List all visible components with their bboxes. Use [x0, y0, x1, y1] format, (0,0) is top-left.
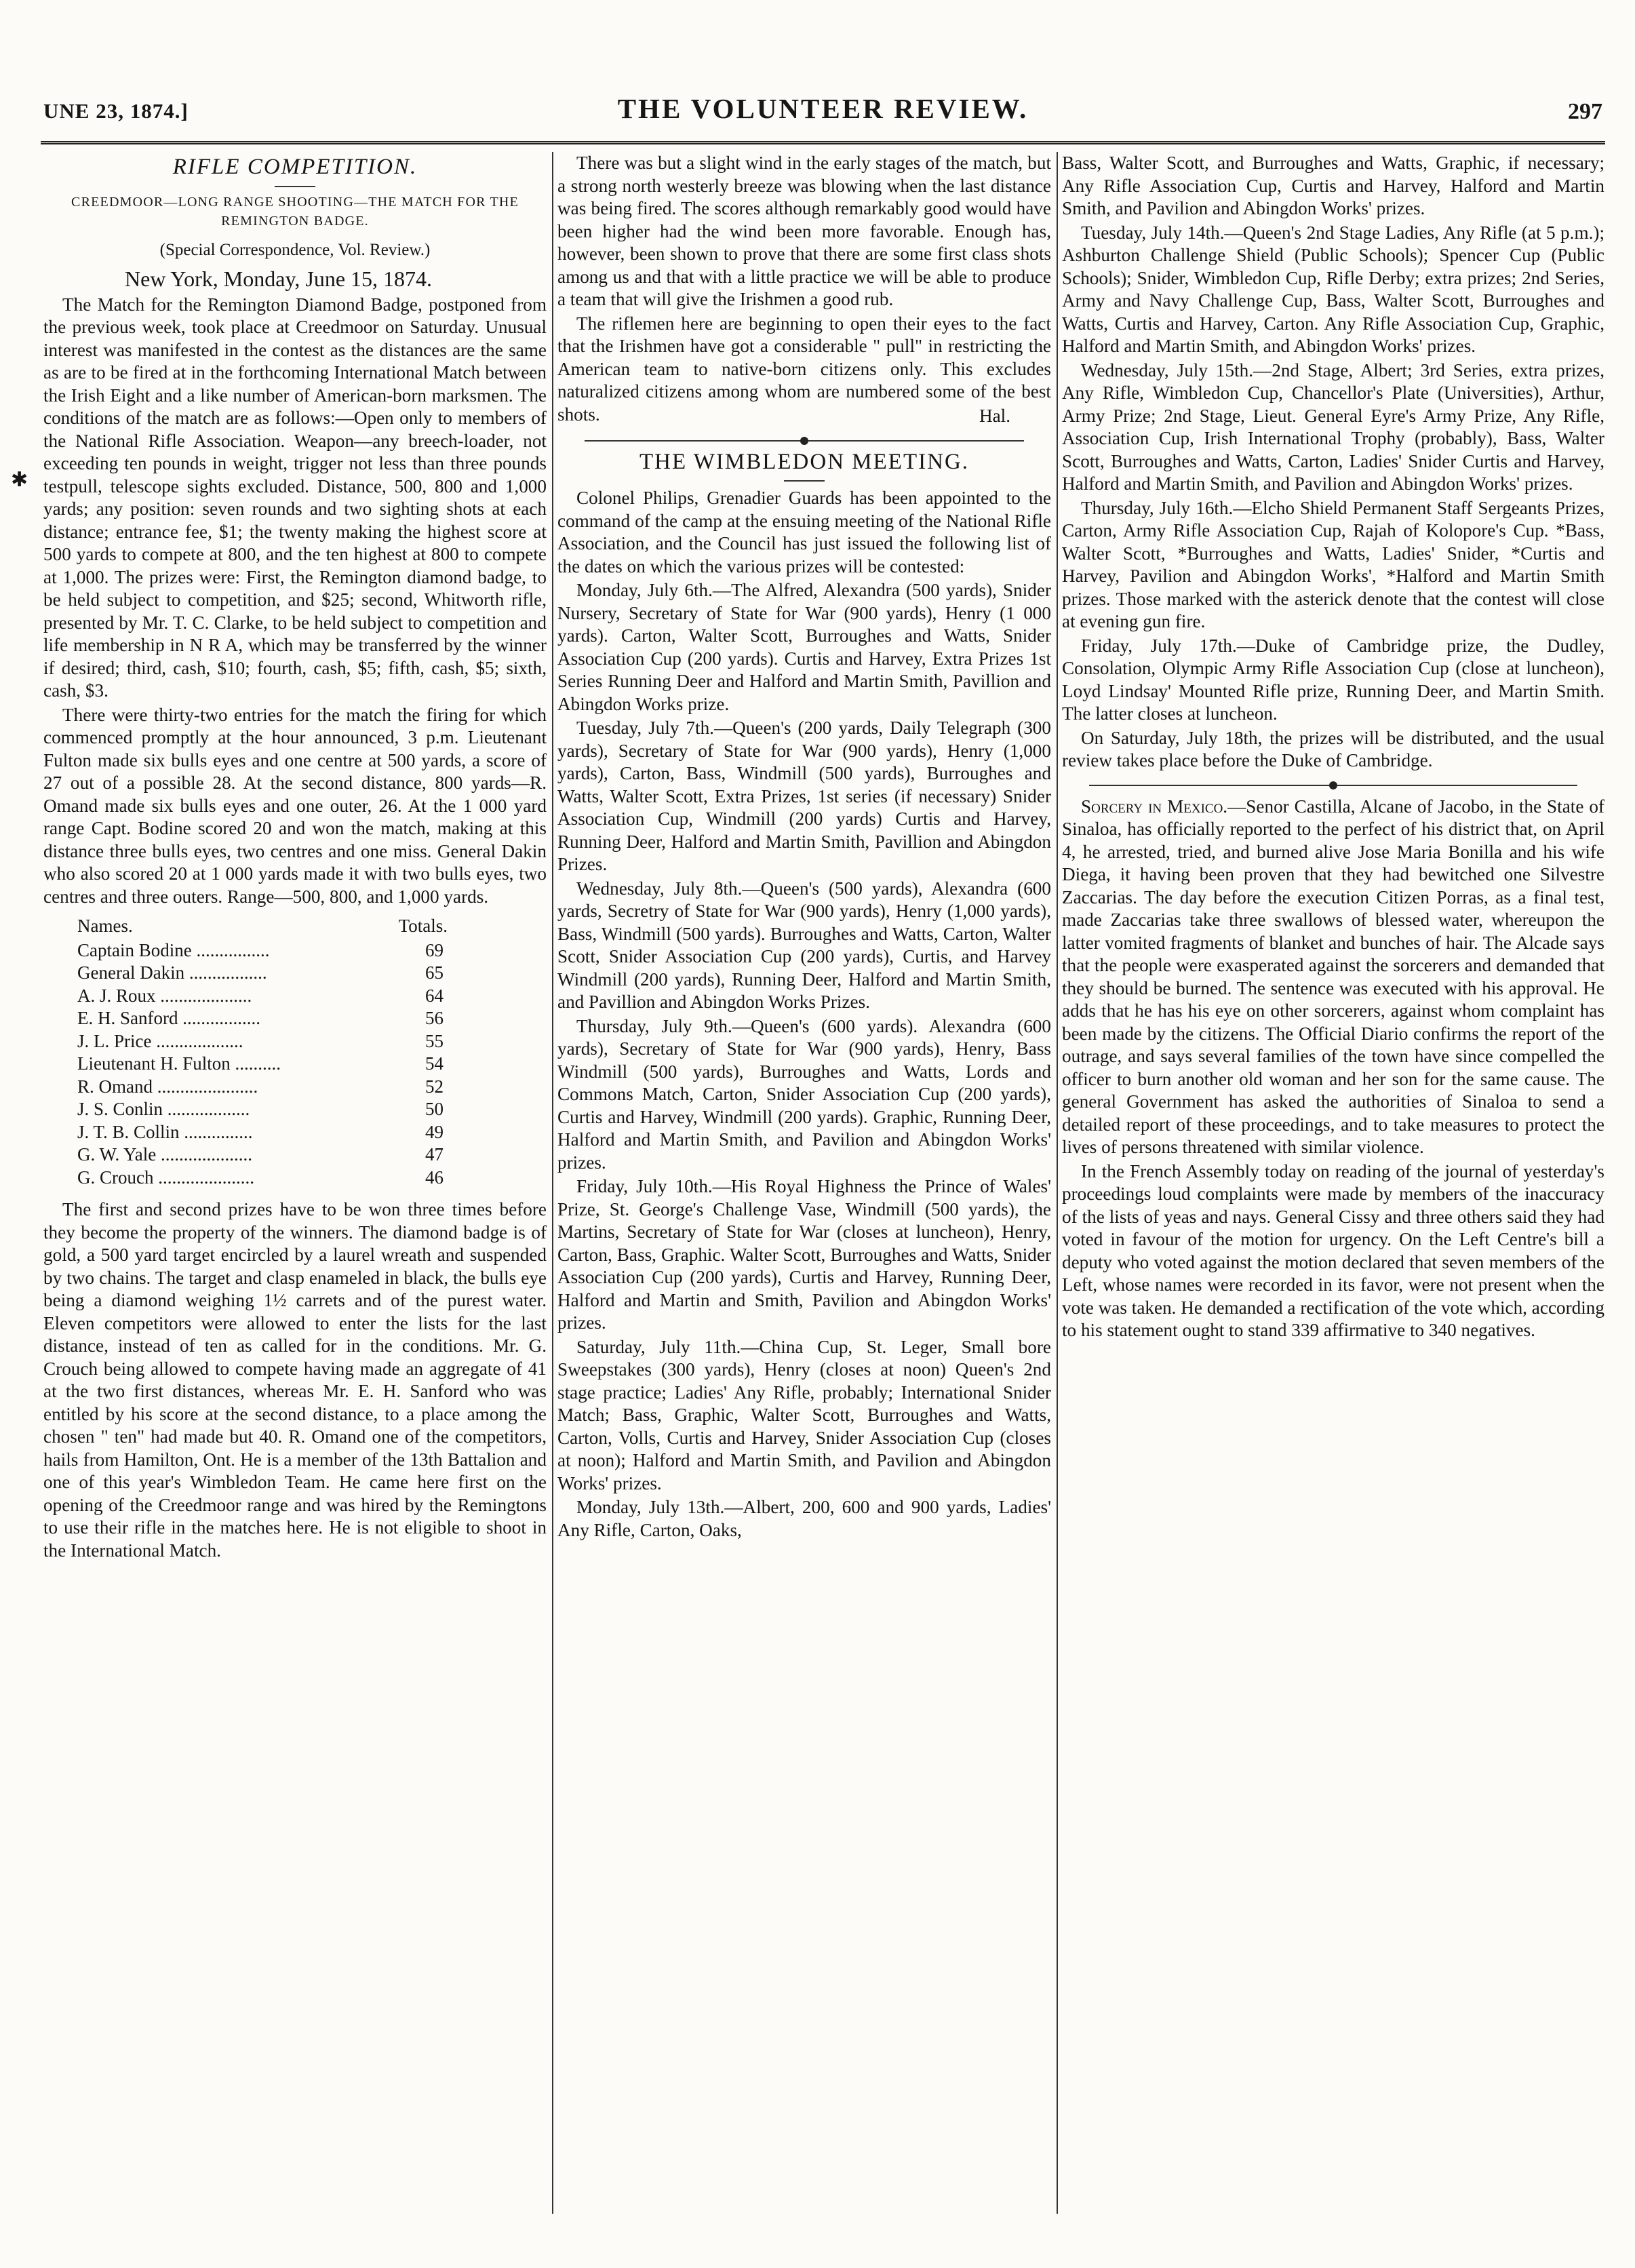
- item-text: —Senor Castilla, Alcane of Jacobo, in the State of Sinaloa, has officially reported to the perfect of his district that, on April 4, he arrested, tried, and burned alive Jose Maria Bonilla and his wife Diega, it having been proven that they had bewitched one Silvestre Zaccarias. The day before the execution Citizen Porras, as a final test, made Zaccarias take three swallows of blessed water, whereupon the latter vomited fragments of blanket and bunches of hair. The Alcade says that the people were exasperated against the sorcerers and demanded that they should be burned. The sentence was executed with his approval. He adds that he has his eye on other sorcerers, against whom complaint has been made by the citizens. The Official Diario confirms the report of the outrage, and says several families of the town have since compelled the officer to burn another old woman and her son for the same cause. The general Government has asked the authorities of Sinaloa to send a detailed report of these proceedings, and to take measures to protect the lives of persons threatened with similar violence.: [1062, 796, 1604, 1157]
- score-row: [77, 1167, 471, 1190]
- article-title: THE WIMBLEDON MEETING.: [639, 449, 970, 474]
- article-title: RIFLE COMPETITION.: [172, 155, 418, 179]
- paragraph: Tuesday, July 7th.—Queen's (200 yards, Daily Telegraph (300 yards), Secretary of State for War (900 yards), Henry (1,000 yards), Carton, Bass, Windmill (500 yards), Burroughes and Watts, Walter Scott, Extra Prizes, 1st series (if necessary) Snider Association Cup, Windmill (200 yards) Curtis and Harvey, Running Deer, Halford and Martin Smith, Pavillion and Abingdon Prizes.: [557, 718, 1051, 874]
- column-3: [1062, 152, 1604, 2214]
- score-row: [77, 985, 471, 1008]
- column-2: [557, 152, 1051, 2214]
- paragraph: Monday, July 6th.—The Alfred, Alexandra (500 yards), Snider Nursery, Secretary of State for War (900 yards), Henry (1 000 yards). Carton, Walter Scott, Burroughes and Watts, Snider Association Cup (200 yards). Curtis and Harvey, Extra Prizes 1st Series Running Deer and Halford and Martin Smith, Pavillion and Abingdon Works prize.: [557, 580, 1051, 714]
- title-rule: [784, 480, 825, 482]
- score-row: [77, 1098, 471, 1121]
- shooter-total: 50: [425, 1099, 444, 1119]
- shooter-total: 64: [425, 985, 444, 1006]
- paragraph: Friday, July 10th.—His Royal Highness the Prince of Wales' Prize, St. George's Challenge Vase, Windmill (500 yards), the Martins, Secretary of State for War (closes at luncheon), Henry, Carton, Bass, Graphic. Walter Scott, Burroughes and Watts, Snider Association Cup (200 yards), Curtis and Harvey, Running Deer, Halford and Martin and Smith, Pavilion and Abingdon Works' prizes.: [557, 1176, 1051, 1333]
- paragraph: There were thirty-two entries for the match the firing for which commenced promptly at the hour announced, 3 p.m. Lieutenant Fulton made six bulls eyes and one centre at 500 yards, a score of 27 out of a possible 28. At the second distance, 800 yards—R. Omand made six bulls eyes and one outer, 26. At the 1 000 yard range Capt. Bodine scored 20 and won the match, making at this distance three bulls eyes, two centres and one miss. General Dakin who also scored 20 at 1 000 yards made it with two bulls eyes, two centres and three outers. Range—500, 800, and 1,000 yards.: [43, 704, 547, 907]
- score-row: [77, 1053, 471, 1076]
- paragraph: Monday, July 13th.—Albert, 200, 600 and 900 yards, Ladies' Any Rifle, Carton, Oaks,: [557, 1497, 1051, 1540]
- score-row: [77, 939, 471, 962]
- item-lead: Sorcery in Mexico.: [1081, 796, 1228, 817]
- score-row: [77, 1076, 471, 1099]
- paragraph: Thursday, July 9th.—Queen's (600 yards). Alexandra (600 yards), Secretary of State for War (900 yards), Henry, Bass Windmill (500 yards), Burroughes and Watts, Lords and Commons Match, Carton, Snider Association Cup (200 yards), Curtis and Harvey, Windmill (200 yards). Graphic, Running Deer, Halford and Martin Smith, and Pavilion and Abingdon Works' prizes.: [557, 1015, 1051, 1173]
- shooter-name: J. T. B. Collin ...............: [77, 1121, 253, 1142]
- shooter-name: J. L. Price ...................: [77, 1030, 243, 1051]
- paragraph: Tuesday, July 14th.—Queen's 2nd Stage Ladies, Any Rifle (at 5 p.m.); Ashburton Challenge Shield (Public Schools); Spencer Cup (Public Schools); Snider, Wimbledon Cup, Rifle Derby; extra prizes; 2nd Series, Army and Navy Challenge Cup, Bass, Walter Scott, Burroughes and Watts, Curtis and Harvey, Carton. Any Rifle Association Cup, Graphic, Halford and Martin Smith, and Abingdon Works' prizes.: [1062, 222, 1604, 356]
- shooter-total: 65: [425, 962, 444, 983]
- shooter-name: G. Crouch .....................: [77, 1167, 254, 1188]
- shooter-total: 69: [425, 939, 444, 960]
- names-header: Names.: [77, 916, 133, 936]
- score-row: [77, 1030, 471, 1053]
- shooter-total: 52: [425, 1076, 444, 1097]
- paragraph: The Match for the Remington Diamond Badge, postponed from the previous week, took place at Creedmoor on Saturday. Unusual interest was manifested in the contest as the distances are the same as are to be fired at in the forthcoming International Match between the Irish Eight and a like number of American-born marksmen. The conditions of the match are as follows:—Open only to members of the National Rifle Association. Weapon—any breech-loader, not exceeding ten pounds in weight, trigger not less than three pounds testpull, telescope sights excluded. Distance, 500, 800 and 1,000 yards; any position: seven rounds and two sighting shots at each distance; entrance fee, $1; the twenty making the highest score at 500 yards to compete at 800, and the ten highest at 800 to compete at 1,000. The prizes were: First, the Remington diamond badge, to be held subject to competition, and $25; second, Whitworth rifle, presented by Mr. T. C. Clarke, to be held subject to competition and life membership in N R A, which may be transferred by the winner if desired; third, cash, $10; fourth, cash, $5; fifth, cash, $5; sixth, cash, $3.: [43, 294, 547, 701]
- score-table-header: [77, 915, 471, 939]
- column-divider: [552, 152, 553, 2214]
- paragraph: There was but a slight wind in the early stages of the match, but a strong north westerly breeze was blowing when the last distance was being fired. The scores although remarkably good would have been higher had the wind been more favorable. Enough has, however, been shown to prove that there are some first class shots among us and that with a little practice we will be able to produce a team that will give the Irishmen a good rub.: [557, 153, 1051, 309]
- paragraph: [1062, 796, 1604, 1159]
- correspondence-note: (Special Correspondence, Vol. Review.): [159, 240, 431, 259]
- title-rule: [275, 186, 315, 187]
- shooter-total: 46: [425, 1167, 444, 1188]
- column-divider: [1057, 152, 1058, 2214]
- column-1: [43, 152, 547, 2214]
- shooter-total: 49: [425, 1121, 444, 1142]
- score-row: [77, 1007, 471, 1030]
- totals-header: Totals.: [398, 916, 448, 936]
- shooter-name: E. H. Sanford .................: [77, 1008, 260, 1028]
- shooter-name: A. J. Roux ....................: [77, 985, 252, 1006]
- paragraph: Saturday, July 11th.—China Cup, St. Leger, Small bore Sweepstakes (300 yards), Henry (closes at noon) Queen's 2nd stage practice; Ladies' Any Rifle, probably; International Snider Match; Bass, Graphic, Walter Scott, Burroughes and Watts, Carton, Volls, Curtis and Harvey, Snider Association Cup (closes at noon); Halford and Martin Smith, and Pavilion and Abingdon Works' prizes.: [557, 1336, 1051, 1493]
- issue-date: UNE 23, 1874.]: [43, 99, 189, 123]
- paragraph: In the French Assembly today on reading of the journal of yesterday's proceedings loud complaints were made by members of the inaccuracy of the lists of yeas and nays. General Cissy and three others said they had voted in favour of the motion for urgency. On the Left Centre's bill a deputy who voted against the motion declared that seven members of the Left, whose names were recorded in its favor, were not present when the vote was taken. He demanded a rectification of the vote which, according to his statement ought to stand 339 affirmative to 340 negatives.: [1062, 1160, 1604, 1340]
- shooter-name: R. Omand ......................: [77, 1076, 258, 1097]
- paragraph: The riflemen here are beginning to open their eyes to the fact that the Irishmen have got a considerable " pull" in restricting the American team to native-born citizens only. This excludes naturalized citizens among whom are numbered some of the best shots.: [557, 313, 1051, 425]
- score-row: [77, 1121, 471, 1144]
- paragraph: Wednesday, July 8th.—Queen's (500 yards), Alexandra (600 yards, Secretry of State for War (900 yards), Henry (1,000 yards), Bass, Windmill (500 yards). Burroughes and Watts, Carton, Walter Scott, Snider Association Cup (200 yards), Curtis, and Harvey Windmill (200 yards), Running Deer, Halford and Martin Smith, and Pavillion and Abingdon Works Prizes.: [557, 878, 1051, 1012]
- shooter-name: General Dakin .................: [77, 962, 267, 983]
- paragraph: The first and second prizes have to be won three times before they become the property of the winners. The diamond badge is of gold, a 500 yard target encircled by a laurel wreath and suspended by two chains. The target and clasp enameled in black, the bulls eye being a diamond weighing 1½ carrets and of the purest water. Eleven competitors were allowed to enter the lists for the last distance, instead of ten as called for in the conditions. Mr. G. Crouch being allowed to compete having made an aggregate of 41 at the two first distances, whereas Mr. E. H. Sanford who was entitled by his score at the second distance, to a place among the chosen " ten" had made but 40. R. Omand one of the competitors, hails from Hamilton, Ont. He is a member of the 13th Battalion and one of this year's Wimbledon Team. He came here first on the opening of the Creedmoor range and was hired by the Remingtons to use their rifle in the matches here. He is not eligible to shoot in the International Match.: [43, 1199, 547, 1561]
- section-separator: [585, 440, 1024, 442]
- paragraph: Thursday, July 16th.—Elcho Shield Permanent Staff Sergeants Prizes, Carton, Army Rifle Association Cup, Rajah of Kolopore's Cup. *Bass, Walter Scott, *Burroughes and Watts, Ladies' Snider, *Curtis and Harvey, Pavilion and Abingdon Works', *Halford and Martin Smith prizes. Those marked with the asterick denote that the contest will close at evening gun fire.: [1062, 497, 1604, 631]
- paragraph: Wednesday, July 15th.—2nd Stage, Albert; 3rd Series, extra prizes, Any Rifle, Wimbledon Cup, Chancellor's Plate (Universities), Arthur, Army Prize; 2nd Stage, Lieut. General Eyre's Army Prize, Any Rifle, Association Cup, Irish International Trophy (probably), Bass, Walter Scott, Burroughes and Watts, Carton, Ladies' Snider Curtis and Harvey, Halford and Martin Smith, and Pavilion and Abingdon Works' prizes.: [1062, 359, 1604, 494]
- section-separator: [1089, 785, 1577, 786]
- shooter-total: 56: [425, 1008, 444, 1028]
- article-subhead: CREEDMOOR—LONG RANGE SHOOTING—THE MATCH FOR THE REMINGTON BADGE.: [71, 194, 519, 229]
- shooter-name: Lieutenant H. Fulton ..........: [77, 1053, 281, 1074]
- signature: Hal.: [979, 406, 1010, 426]
- header-rule: [41, 141, 1605, 144]
- score-table: [77, 915, 471, 1189]
- paragraph: Friday, July 17th.—Duke of Cambridge prize, the Dudley, Consolation, Olympic Army Rifle Association Cup (close at luncheon), Loyd Lindsay' Mounted Rifle prize, Running Deer, and Martin Smith. The latter closes at luncheon.: [1062, 635, 1604, 724]
- score-row: [77, 1143, 471, 1167]
- paragraph: On Saturday, July 18th, the prizes will be distributed, and the usual review takes place before the Duke of Cambridge.: [1062, 727, 1604, 770]
- shooter-total: 54: [425, 1053, 444, 1074]
- paragraph: Bass, Walter Scott, and Burroughes and Watts, Graphic, if necessary; Any Rifle Association Cup, Curtis and Harvey, Halford and Martin Smith, and Pavilion and Abingdon Works' prizes.: [1062, 153, 1604, 218]
- shooter-name: G. W. Yale ....................: [77, 1144, 253, 1165]
- margin-mark: ✱: [11, 469, 28, 491]
- page-header: [41, 80, 1605, 138]
- shooter-total: 55: [425, 1030, 444, 1051]
- page-number: 297: [1568, 99, 1602, 124]
- dateline: New York, Monday, June 15, 1874.: [125, 267, 433, 291]
- paragraph: Colonel Philips, Grenadier Guards has been appointed to the command of the camp at the ensuing meeting of the National Rifle Association, and the Council has just issued the following list of the dates on which the various prizes will be contested:: [557, 488, 1051, 576]
- shooter-name: Captain Bodine ................: [77, 939, 270, 960]
- score-row: [77, 962, 471, 985]
- shooter-name: J. S. Conlin ..................: [77, 1099, 250, 1119]
- shooter-total: 47: [425, 1144, 444, 1165]
- publication-title: THE VOLUNTEER REVIEW.: [617, 93, 1029, 124]
